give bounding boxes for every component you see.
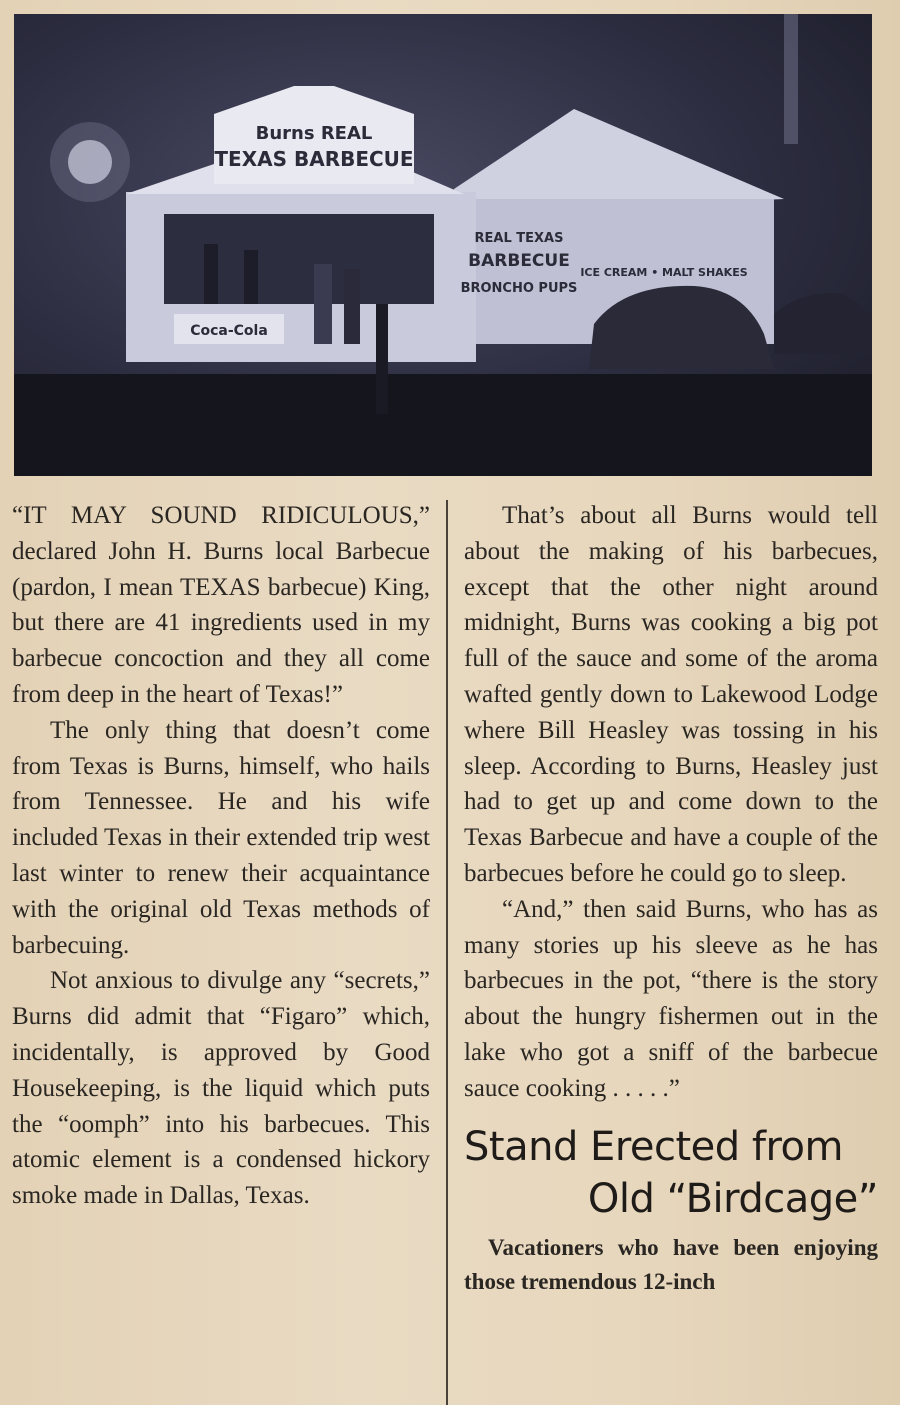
ground — [14, 374, 872, 476]
paragraph-ridiculous: “IT MAY SOUND RIDICULOUS,” declared John H. Burns local Barbecue (pardon, I mean TEXAS barbecue) King, but there are 41 ingredients used in my barbecue concoction and they all come from deep in the heart of Texas!” — [12, 502, 430, 708]
stand-headline — [464, 1121, 878, 1225]
sign-text-texas-barbecue: TEXAS BARBECUE — [214, 147, 414, 171]
paragraph-midnight: That’s about all Burns would tell about the making of his barbecues, except that the other night around midnight, Burns was cooking a big pot full of the sauce and some of the aroma wafted gently down to Lakewood Lodge where Bill Heasley was tossing in his sleep. According to Burns, Heasley just had to get up and come down to the Texas Barbecue and have a couple of the barbecues before he could go to sleep. — [464, 502, 878, 887]
column-divider — [446, 500, 448, 1405]
paragraph-tennessee: The only thing that doesn’t come from Texas is Burns, himself, who hails from Tennessee. He and his wife included Texas in their extended trip west last winter to renew their acquaintance with the original old Texas methods of barbecuing. — [12, 716, 430, 959]
side-sign-line2: BARBECUE — [468, 251, 570, 271]
left-column — [12, 498, 430, 1214]
headline-line2: Old “Birdcage” — [587, 1175, 878, 1222]
headline-line1: Stand Erected from — [464, 1123, 843, 1170]
paragraph-fishermen: “And,” then said Burns, who has as many stories up his sleeve as he has barbecues in the pot, “there is the story about the hungry fishermen out in the lake who got a sniff of the barbecue sauce cooking . . . . .” — [464, 895, 878, 1102]
ice-cream-sign: ICE CREAM • MALT SHAKES — [580, 266, 748, 279]
right-column — [464, 498, 878, 1299]
side-sign-line3: BRONCHO PUPS — [460, 281, 578, 296]
photo-illustration — [14, 14, 872, 476]
side-building-roof — [454, 109, 784, 214]
story-intro: Vacationers who have been enjoying those tremendous 12-inch — [464, 1234, 878, 1294]
barbecue-stand-photo — [14, 14, 872, 476]
sign-text-burns-real: Burns REAL — [255, 123, 373, 144]
pole — [376, 304, 388, 414]
coke-sign-text: Coca-Cola — [190, 323, 268, 339]
paragraph-figaro: Not anxious to divulge any “secrets,” Burns did admit that “Figaro” which, incidentally, is approved by Good Housekeeping, is the liquid which puts the “oomph” into his barbecues. This atomic element is a condensed hickory smoke made in Dallas, Texas. — [12, 967, 430, 1210]
side-sign-line1: REAL TEXAS — [474, 231, 564, 246]
